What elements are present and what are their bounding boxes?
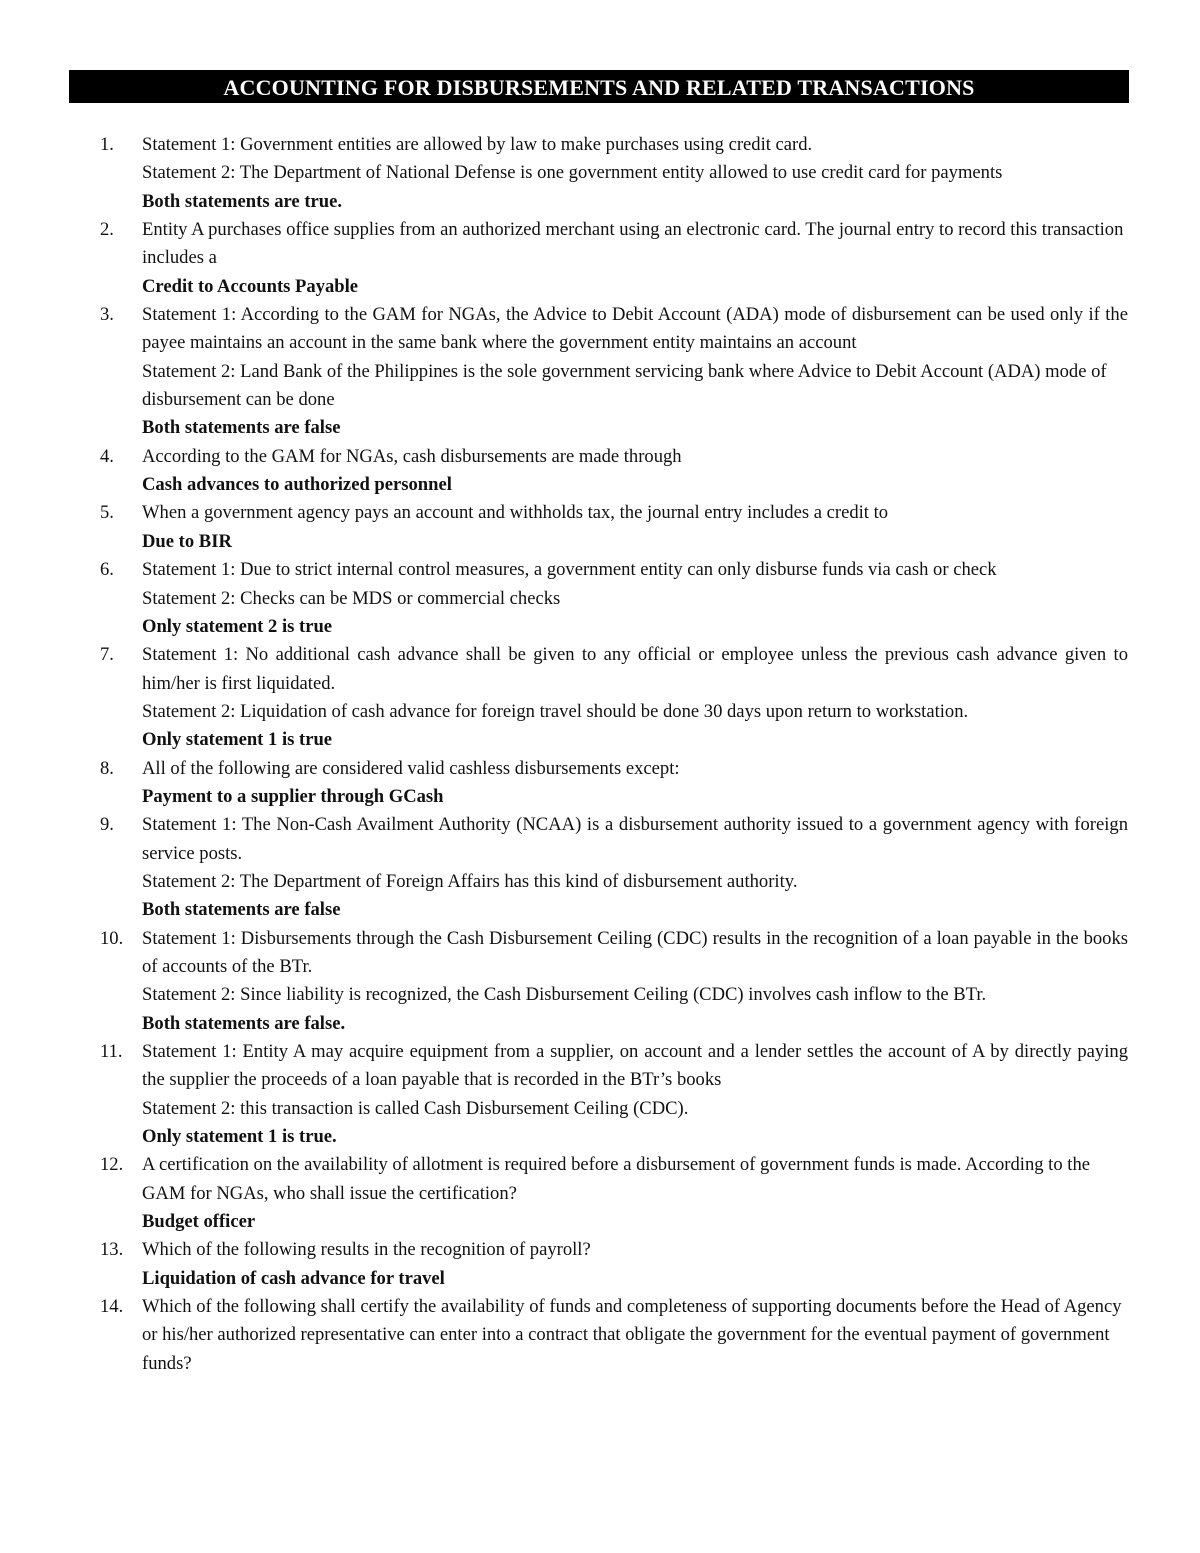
question-number: 5. <box>100 502 114 524</box>
question-answer: Only statement 1 is true <box>142 729 333 751</box>
question-item <box>0 443 1200 500</box>
question-text: Statement 2: The Department of Foreign Affairs has this kind of disbursement authority. <box>142 870 798 892</box>
question-number: 8. <box>100 757 114 779</box>
question-text: Statement 1: Entity A may acquire equipment from a supplier, on account and a lender settles the account of A by directly paying the supplier the proceeds of a loan payable that is recorded in the BTr’s books <box>142 1041 1128 1091</box>
question-item <box>0 811 1200 924</box>
question-answer: Cash advances to authorized personnel <box>142 474 452 496</box>
question-number: 11. <box>100 1041 123 1062</box>
question-answer: Liquidation of cash advance for travel <box>142 1267 445 1289</box>
question-item <box>0 1236 1200 1293</box>
question-text: When a government agency pays an account and withholds tax, the journal entry includes a credit to <box>142 502 889 524</box>
question-text: Statement 1: Government entities are allowed by law to make purchases using credit card. <box>142 134 813 155</box>
question-item <box>0 1293 1200 1378</box>
question-number: 14. <box>100 1296 124 1318</box>
question-number: 4. <box>100 445 114 467</box>
question-item <box>0 556 1200 641</box>
question-number: 6. <box>100 559 114 581</box>
question-text: Which of the following results in the recognition of payroll? <box>142 1239 591 1261</box>
question-answer: Both statements are false. <box>142 1012 346 1034</box>
document-title: ACCOUNTING FOR DISBURSEMENTS AND RELATED TRANSACTIONS <box>69 70 1129 103</box>
question-text: According to the GAM for NGAs, cash disbursements are made through <box>142 445 682 467</box>
question-text: Statement 2: Since liability is recognized, the Cash Disbursement Ceiling (CDC) involves cash inflow to the BTr. <box>142 984 987 1006</box>
question-answer: Budget officer <box>142 1211 256 1233</box>
question-text: Statement 1: According to the GAM for NGAs, the Advice to Debit Account (ADA) mode of disbursement can be used only if the payee maintains an account in the same bank where the government entity maintains an account <box>142 304 1128 354</box>
question-number: 13. <box>100 1239 124 1261</box>
question-number: 12. <box>100 1154 124 1176</box>
question-text: A certification on the availability of allotment is required before a disbursement of government funds is made. According to the GAM for NGAs, who shall issue the certification? <box>142 1154 1091 1204</box>
question-item <box>0 755 1200 812</box>
question-text: Statement 2: Liquidation of cash advance for foreign travel should be done 30 days upon return to workstation. <box>142 700 969 722</box>
question-answer: Only statement 2 is true <box>142 615 333 637</box>
question-text: Which of the following shall certify the availability of funds and completeness of supporting documents before the Head of Agency or his/her authorized representative can enter into a contract that obligate the government for the eventual payment of government funds? <box>142 1296 1122 1374</box>
question-text: Statement 1: The Non-Cash Availment Authority (NCAA) is a disbursement authority issued to a government agency with foreign service posts. <box>142 814 1128 864</box>
question-answer: Credit to Accounts Payable <box>142 275 359 297</box>
question-text: Statement 2: Land Bank of the Philippines is the sole government servicing bank where Advice to Debit Account (ADA) mode of disbursement can be done <box>142 360 1107 411</box>
question-text: Entity A purchases office supplies from an authorized merchant using an electronic card. The journal entry to record this transaction includes a <box>142 219 1124 269</box>
question-answer: Only statement 1 is true. <box>142 1126 337 1148</box>
question-text: Statement 2: Checks can be MDS or commercial checks <box>142 587 561 609</box>
question-text: Statement 1: No additional cash advance shall be given to any official or employee unless the previous cash advance given to him/her is first liquidated. <box>142 644 1128 694</box>
question-text: Statement 1: Due to strict internal control measures, a government entity can only disburse funds via cash or check <box>142 559 997 581</box>
question-text: Statement 2: The Department of National Defense is one government entity allowed to use credit card for payments <box>142 162 1003 184</box>
question-item <box>0 216 1200 301</box>
question-answer: Both statements are false <box>142 899 341 921</box>
question-item <box>0 925 1200 1038</box>
question-number: 10. <box>100 927 124 949</box>
question-item <box>0 1038 1200 1151</box>
question-number: 9. <box>100 814 114 836</box>
question-item <box>0 1151 1200 1236</box>
question-number: 3. <box>100 304 114 326</box>
question-number: 7. <box>100 644 114 666</box>
question-text: Statement 2: this transaction is called Cash Disbursement Ceiling (CDC). <box>142 1097 689 1119</box>
question-item <box>0 641 1200 754</box>
question-item <box>0 301 1200 443</box>
question-number: 2. <box>100 219 114 241</box>
question-item <box>0 499 1200 556</box>
question-answer: Both statements are false <box>142 417 341 439</box>
question-answer: Payment to a supplier through GCash <box>142 785 444 807</box>
question-answer: Due to BIR <box>142 530 232 552</box>
question-number: 1. <box>100 134 114 155</box>
question-text: Statement 1: Disbursements through the Cash Disbursement Ceiling (CDC) results in the recognition of a loan payable in the books of accounts of the BTr. <box>142 927 1128 977</box>
question-list <box>0 131 1200 1378</box>
question-text: All of the following are considered valid cashless disbursements except: <box>142 757 680 779</box>
question-answer: Both statements are true. <box>142 190 343 212</box>
question-item <box>0 131 1200 216</box>
